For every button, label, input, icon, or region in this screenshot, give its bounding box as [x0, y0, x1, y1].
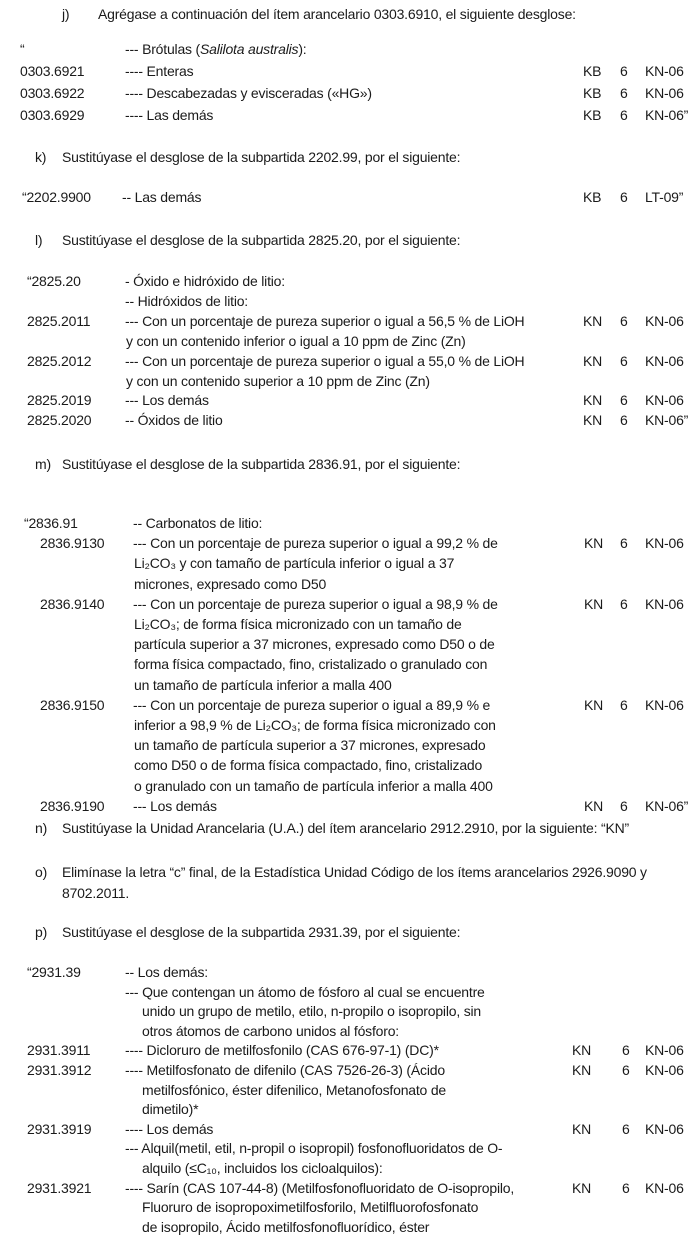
tariff-table-m [0, 513, 700, 816]
tariff-rate: 6 [620, 412, 628, 429]
description-line: ---- Enteras [125, 63, 194, 79]
statistical-unit: KN-06 [645, 696, 684, 713]
heading-text: 8702.2011. [62, 885, 130, 901]
unit-code: KN [583, 412, 603, 429]
tariff-rate: 6 [620, 595, 628, 612]
description-line: micrones, expresado como D50 [134, 575, 327, 592]
statistical-unit: KN-06 [645, 1120, 684, 1137]
tariff-rate: 6 [620, 535, 628, 552]
description-line: --- Con un porcentaje de pureza superior o igual a 55,0 % de LiOH [125, 352, 525, 369]
unit-code: KN [572, 1061, 592, 1078]
description-line: -- Carbonatos de litio: [133, 515, 263, 531]
unit-code: KN [583, 352, 603, 369]
description-line: --- Con un porcentaje de pureza superior o igual a 56,5 % de LiOH [125, 312, 525, 329]
description-line [125, 38, 700, 60]
unit-code: KN [584, 535, 604, 552]
description [133, 695, 700, 796]
table-row [0, 983, 700, 1042]
description-line: --- Con un porcentaje de pureza superior o igual a 89,9 % e [133, 696, 491, 713]
description-line: -- Hidróxidos de litio: [125, 292, 248, 309]
tariff-code: 2825.2012 [27, 352, 92, 369]
tariff-code: 2836.9140 [40, 595, 105, 612]
heading-text: Sustitúyase la Unidad Arancelaria (U.A.) del ítem arancelario 2912.2910, por la siguiente: “KN” [62, 820, 629, 836]
item-letter: j) [62, 6, 70, 22]
tariff-code: 2836.9150 [40, 696, 105, 713]
tariff-code: 2931.3919 [27, 1120, 92, 1137]
table-row [0, 187, 700, 207]
table-row [0, 594, 700, 695]
description [125, 411, 700, 431]
tariff-rate: 6 [622, 1120, 630, 1137]
tariff-rate: 6 [620, 797, 628, 814]
section-heading-m [0, 454, 700, 475]
unit-code: KN [584, 595, 604, 612]
tariff-rate: 6 [622, 1061, 630, 1078]
description-line: dimetilo)* [142, 1101, 199, 1118]
statistical-unit: KN-06 [645, 63, 684, 79]
table-row [0, 1139, 700, 1178]
section-heading-o [0, 862, 700, 901]
tariff-code: 2825.2019 [27, 392, 92, 409]
tariff-table-p [0, 963, 700, 1237]
description-line: partícula superior a 37 micrones, expresado como D50 o de [134, 636, 495, 653]
description [125, 272, 700, 292]
tariff-code: “2202.9900 [22, 189, 91, 205]
statistical-unit: KN-06 [645, 1042, 684, 1059]
description-line: alquilo (≤C₁₀, incluidos los cicloalquilos): [142, 1159, 383, 1176]
heading-text: Agrégase a continuación del ítem arancelario 0303.6910, el siguiente desglose: [98, 6, 576, 22]
unit-code: KB [583, 189, 602, 205]
description-line: Li₂CO₃; de forma física micronizado con un tamaño de [134, 616, 462, 633]
tariff-code: 0303.6929 [20, 107, 85, 123]
unit-code: KB [583, 107, 602, 123]
description-line: --- Con un porcentaje de pureza superior o igual a 99,2 % de [133, 535, 498, 552]
description-line: de isopropilo, Ácido metilfosfonofluorídico, éster [142, 1218, 430, 1235]
tariff-rate: 6 [620, 189, 628, 205]
description-line: Li₂CO₃ y con tamaño de partícula inferior o igual a 37 [134, 555, 455, 572]
table-row [0, 1120, 700, 1140]
description [125, 60, 700, 82]
unit-code: KN [584, 797, 604, 814]
unit-code: KN [583, 392, 603, 409]
species-name: Salilota australis [200, 41, 299, 57]
table-row [0, 1179, 700, 1237]
description-line: unido un grupo de metilo, etilo, n-propilo o isopropilo, sin [142, 1003, 481, 1020]
unit-code: KN [572, 1179, 592, 1196]
description-line: --- Que contengan un átomo de fósforo al cual se encuentre [125, 983, 485, 1000]
tariff-code: 2931.3912 [27, 1061, 92, 1078]
description [125, 1041, 700, 1061]
table-row [0, 60, 700, 82]
description-line: ---- Los demás [125, 1120, 214, 1137]
tariff-code: 2836.9130 [40, 535, 105, 552]
statistical-unit: KN-06 [645, 85, 684, 101]
section-heading-k [0, 147, 700, 168]
description-line: inferior a 98,9 % de Li₂CO₃; de forma física micronizado con [134, 717, 496, 734]
description-line: --- Los demás [133, 797, 217, 814]
description [125, 104, 700, 126]
unit-code: KN [572, 1042, 592, 1059]
description [125, 82, 700, 104]
statistical-unit: KN-06” [645, 797, 689, 814]
description-line: un tamaño de partícula superior a 37 micrones, expresado [134, 737, 486, 754]
section-heading-l [0, 230, 700, 251]
statistical-unit: LT-09” [645, 189, 684, 205]
tariff-code: “2825.20 [27, 273, 81, 289]
description [125, 312, 700, 352]
description [125, 38, 700, 60]
description-line: -- Los demás: [125, 964, 208, 980]
statistical-unit: KN-06 [645, 1179, 684, 1196]
tariff-table-l [0, 272, 700, 431]
description-line: ---- Descabezadas y evisceradas («HG») [125, 85, 372, 101]
description [125, 983, 700, 1042]
table-row [0, 1041, 700, 1061]
description [125, 963, 700, 983]
tariff-code: “2836.91 [24, 515, 78, 531]
tariff-rate: 6 [620, 696, 628, 713]
description-line: - Óxido e hidróxido de litio: [125, 273, 285, 289]
table-row [0, 312, 700, 352]
heading-text: Sustitúyase el desglose de la subpartida 2202.99, por el siguiente: [62, 149, 461, 165]
description-line: y con un contenido inferior o igual a 10 ppm de Zinc (Zn) [126, 332, 466, 349]
description [125, 1061, 700, 1120]
tariff-code: “ [20, 41, 25, 57]
description-line: otros átomos de carbono unidos al fósforo: [142, 1022, 399, 1039]
statistical-unit: KN-06 [645, 1061, 684, 1078]
tariff-rate: 6 [620, 63, 628, 79]
tariff-code: 2825.2020 [27, 412, 92, 429]
table-row [0, 513, 700, 533]
table-row [0, 38, 700, 60]
section-heading-n [0, 818, 700, 839]
description-line: Fluoruro de isopropoximetilfosforilo, Metilfluorofosfonato [142, 1199, 479, 1216]
item-letter: o) [35, 864, 48, 880]
tariff-code: 2825.2011 [27, 312, 91, 329]
table-row [0, 391, 700, 411]
description-line: o granulado con un tamaño de partícula inferior a malla 400 [134, 777, 493, 794]
description-line: ---- Dicloruro de metilfosfonilo (CAS 676-97-1) (DC)* [125, 1042, 439, 1059]
description-line: --- Con un porcentaje de pureza superior o igual a 98,9 % de [133, 595, 498, 612]
description-line: -- Las demás [122, 189, 202, 205]
description [125, 1179, 700, 1237]
description [122, 187, 700, 207]
item-letter: n) [35, 820, 48, 836]
statistical-unit: KN-06 [645, 312, 684, 329]
description-line: ---- Sarín (CAS 107-44-8) (Metilfosfonofluoridato de O-isopropilo, [125, 1179, 515, 1196]
description [133, 594, 700, 695]
description-line: un tamaño de partícula inferior a malla 400 [134, 676, 392, 693]
tariff-rate: 6 [622, 1179, 630, 1196]
tariff-rate: 6 [620, 312, 628, 329]
unit-code: KN [584, 696, 604, 713]
item-letter: p) [35, 924, 48, 940]
table-row [0, 1061, 700, 1120]
item-letter: m) [35, 456, 51, 472]
tariff-rate: 6 [620, 392, 628, 409]
statistical-unit: KN-06” [645, 412, 689, 429]
statistical-unit: KN-06 [645, 595, 684, 612]
heading-text: Sustitúyase el desglose de la subpartida 2825.20, por el siguiente: [62, 232, 461, 248]
tariff-table-k [0, 187, 700, 207]
description-line: -- Óxidos de litio [125, 412, 223, 429]
table-row [0, 695, 700, 796]
description [125, 352, 700, 392]
tariff-rate: 6 [620, 352, 628, 369]
item-letter: l) [35, 232, 43, 248]
description [125, 292, 700, 312]
tariff-table-j [0, 38, 700, 126]
description-line: ---- Metilfosfonato de difenilo (CAS 7526-26-3) (Ácido [125, 1061, 445, 1078]
description [133, 796, 700, 816]
table-row [0, 533, 700, 594]
tariff-code: 2931.3921 [27, 1179, 92, 1196]
description-line: ---- Las demás [125, 107, 214, 123]
heading-text: Elimínase la letra “c” final, de la Estadística Unidad Código de los ítems arancelarios 2926.9090 y [62, 864, 647, 880]
statistical-unit: KN-06” [645, 107, 689, 123]
description [125, 391, 700, 411]
table-row [0, 82, 700, 104]
description [133, 533, 700, 594]
tariff-rate: 6 [622, 1042, 630, 1059]
section-heading-p [0, 922, 700, 943]
description [133, 513, 700, 533]
tariff-code: 2836.9190 [40, 797, 105, 814]
section-heading-j [0, 4, 700, 25]
statistical-unit: KN-06 [645, 535, 684, 552]
description-line: --- Los demás [125, 392, 209, 409]
table-row [0, 963, 700, 983]
description-line: --- Alquil(metil, etil, n-propil o isopropil) fosfonofluoridatos de O- [125, 1140, 503, 1157]
table-row [0, 796, 700, 816]
tariff-code: 0303.6922 [20, 85, 85, 101]
description [125, 1120, 700, 1140]
unit-code: KB [583, 63, 602, 79]
heading-text: Sustitúyase el desglose de la subpartida 2836.91, por el siguiente: [62, 456, 461, 472]
unit-code: KN [572, 1120, 592, 1137]
table-row [0, 411, 700, 431]
item-letter: k) [35, 149, 47, 165]
tariff-code: 2931.3911 [27, 1042, 91, 1059]
tariff-code: “2931.39 [27, 964, 81, 980]
tariff-code: 0303.6921 [20, 63, 85, 79]
description-line: como D50 o de forma física compactado, fino, cristalizado [134, 757, 483, 774]
description-segment: ): [298, 41, 307, 57]
table-row [0, 292, 700, 312]
tariff-rate: 6 [620, 85, 628, 101]
statistical-unit: KN-06 [645, 392, 684, 409]
description-line: metilfosfónico, éster difenilico, Metanofosfonato de [142, 1081, 446, 1098]
description-line: y con un contenido superior a 10 ppm de Zinc (Zn) [126, 372, 430, 389]
table-row [0, 272, 700, 292]
description-segment: --- Brótulas ( [125, 41, 200, 57]
unit-code: KN [583, 312, 603, 329]
description [125, 1139, 700, 1178]
description-line: forma física compactado, fino, cristalizado o granulado con [134, 656, 488, 673]
unit-code: KB [583, 85, 602, 101]
heading-text: Sustitúyase el desglose de la subpartida 2931.39, por el siguiente: [62, 924, 461, 940]
table-row [0, 104, 700, 126]
statistical-unit: KN-06 [645, 352, 684, 369]
tariff-rate: 6 [620, 107, 628, 123]
table-row [0, 352, 700, 392]
